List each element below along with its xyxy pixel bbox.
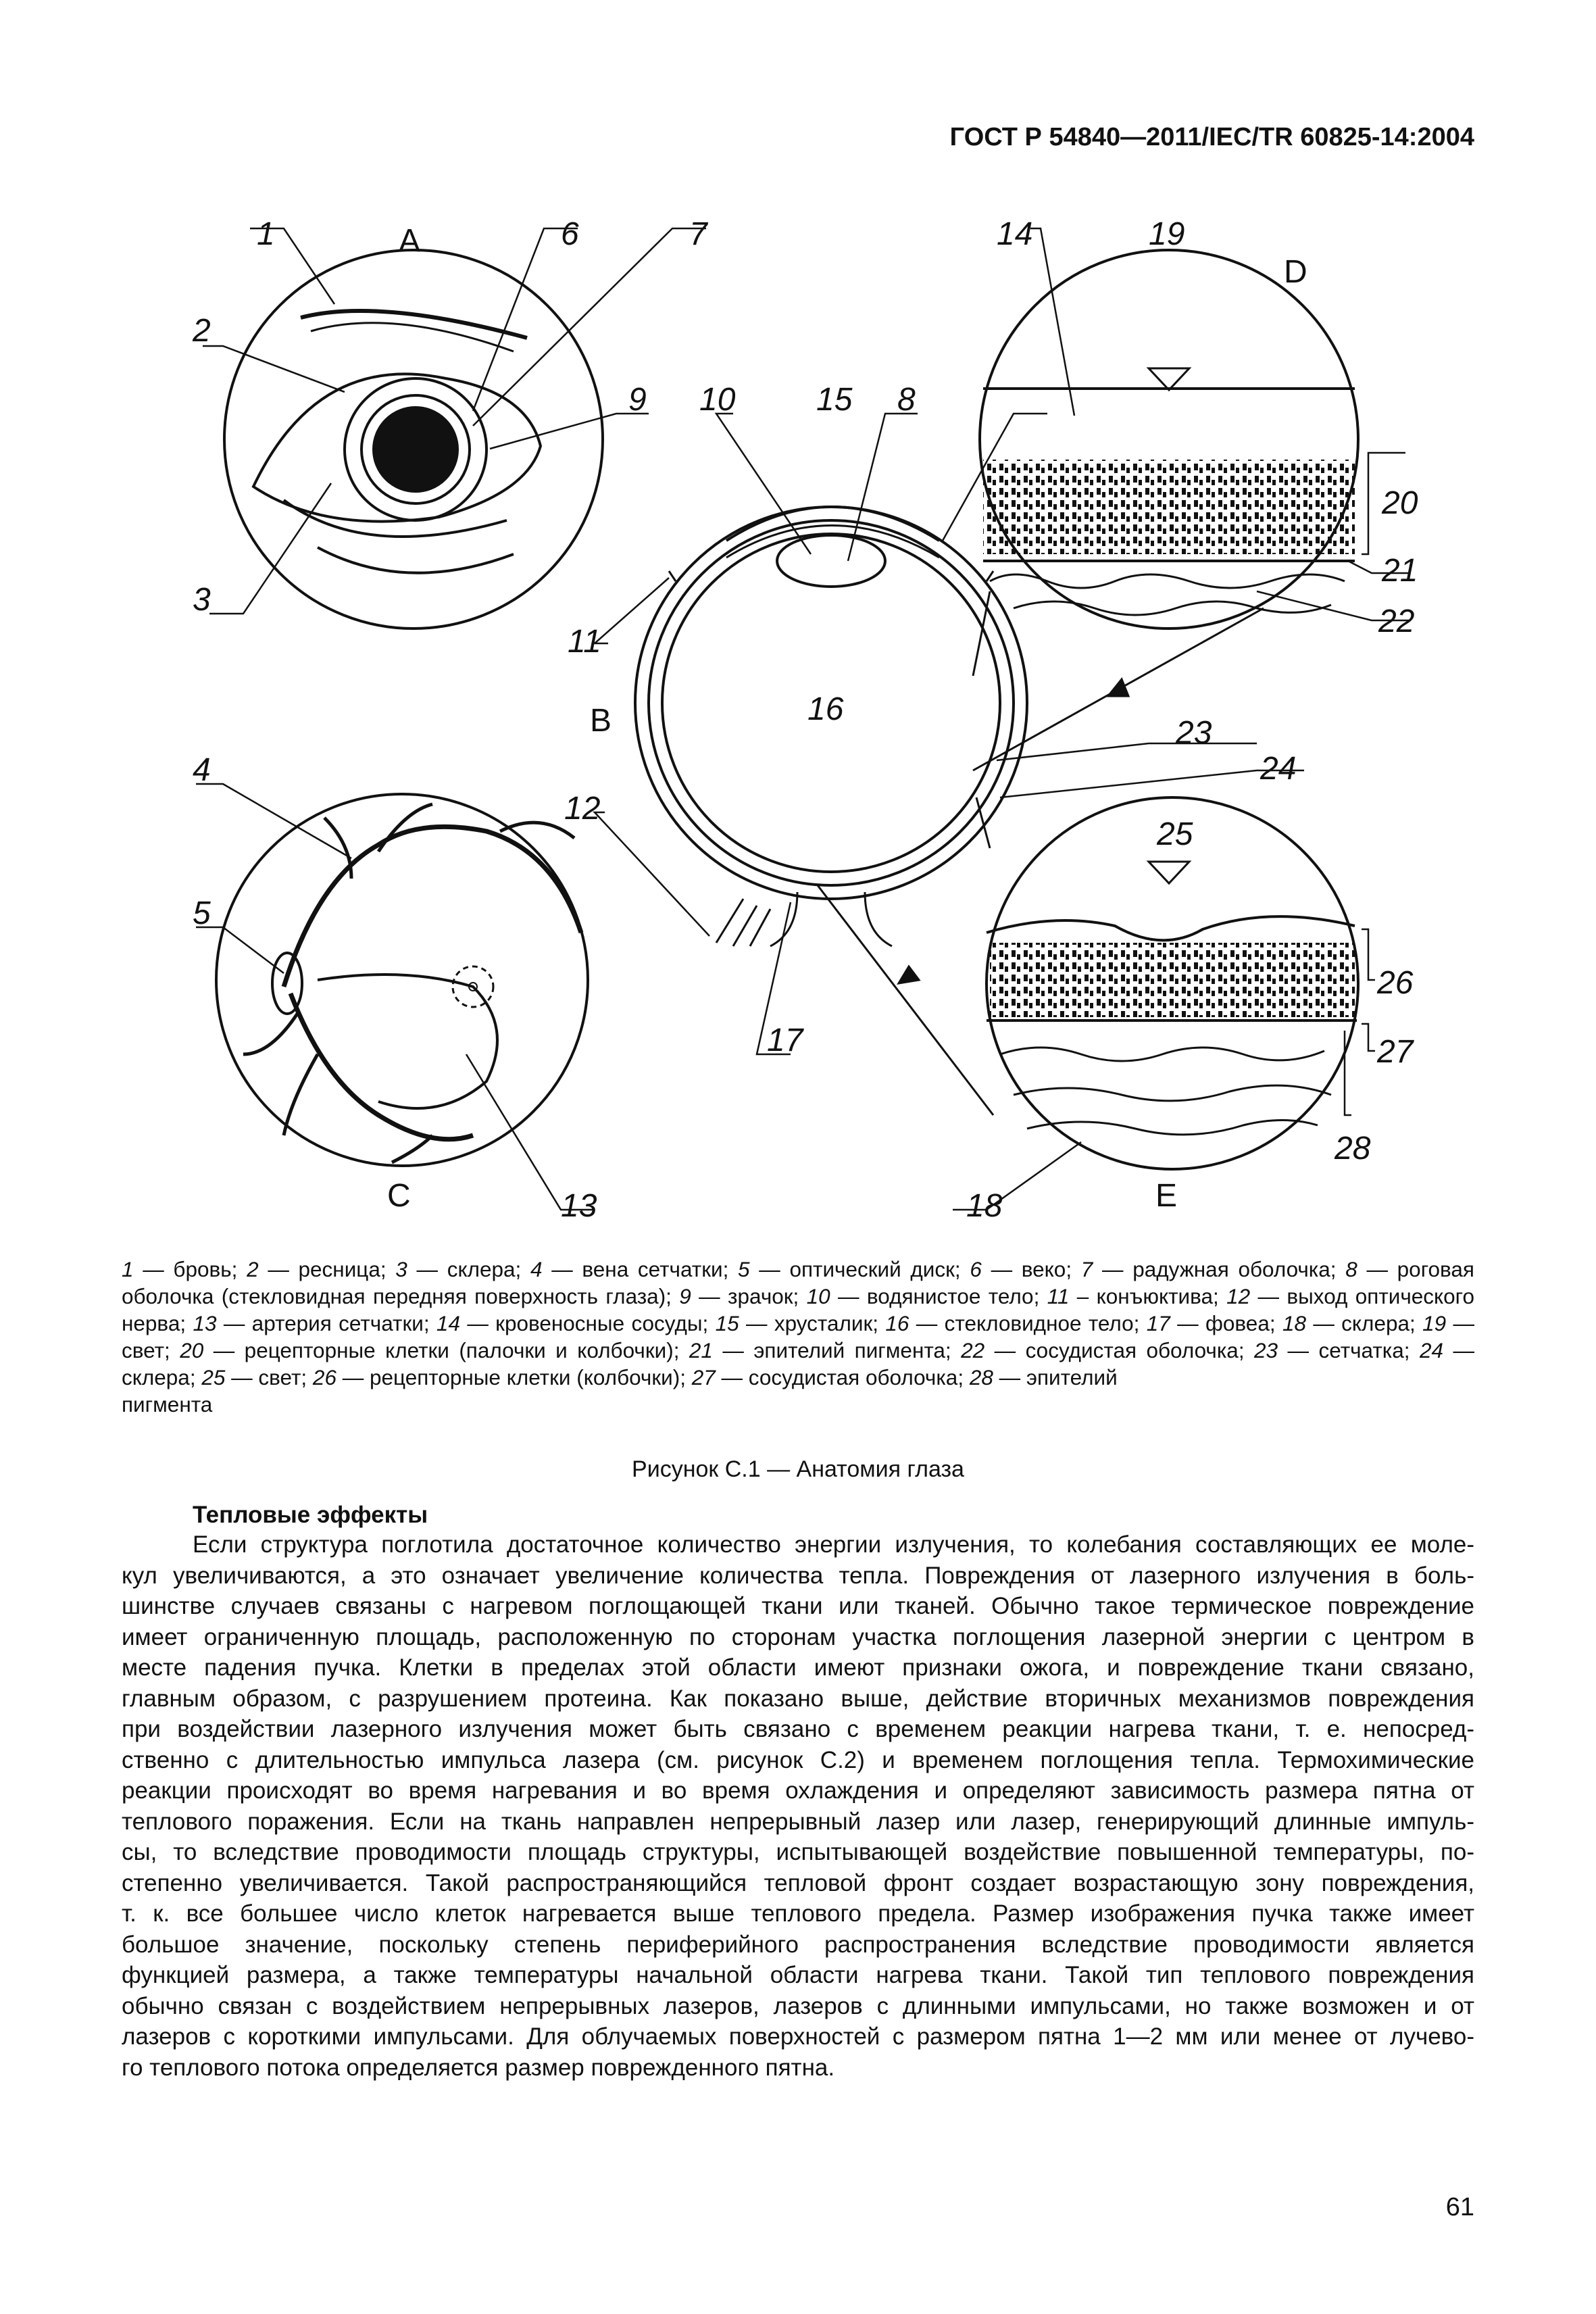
legend-num-9: 9 (679, 1284, 691, 1308)
legend-num-11: 11 (1047, 1284, 1070, 1308)
legend-num-10: 10 (806, 1284, 830, 1308)
legend-text-19: — свет; (122, 1311, 1474, 1362)
figure-legend (122, 1256, 1474, 1418)
label-12: 12 (564, 791, 601, 827)
legend-num-19: 19 (1422, 1311, 1447, 1335)
body-line: степенно увеличивается. Такой распространяющийся тепловой фронт создает возрастающую зону повреждения, (122, 1869, 1474, 1896)
legend-num-12: 12 (1226, 1284, 1251, 1308)
legend-text-23: — сетчатка; (1278, 1338, 1420, 1362)
legend-num-22: 22 (961, 1338, 985, 1362)
legend-text-5: — оптический диск; (749, 1257, 970, 1281)
legend-num-1: 1 (122, 1257, 134, 1281)
legend-text-9: — зрачок; (691, 1284, 807, 1308)
label-C: C (387, 1178, 411, 1214)
legend-text-26: — рецепторные клетки (колбочки); (336, 1365, 692, 1389)
body-line: теплового поражения. Если на ткань направлен непрерывный лазер или лазер, генерирующий длинные импуль- (122, 1808, 1474, 1835)
body-line: главным образом, с разрушением протеина. Как показано выше, действие вторичных механизмов повреждения (122, 1685, 1474, 1712)
body-line: кул увеличиваются, а это означает увеличение количества тепла. Повреждения от лазерного излучения в боль- (122, 1562, 1474, 1589)
legend-tail: пигмента (122, 1392, 213, 1417)
legend-num-23: 23 (1254, 1338, 1278, 1362)
legend-num-14: 14 (436, 1311, 460, 1335)
legend-text-4: — вена сетчатки; (542, 1257, 739, 1281)
legend-text-18: — склера; (1305, 1311, 1423, 1335)
legend-text-13: — артерия сетчатки; (216, 1311, 437, 1335)
legend-num-17: 17 (1146, 1311, 1170, 1335)
body-line: сы, то вследствие проводимости площадь структуры, испытывающей воздействие повышенной температуры, по- (122, 1839, 1474, 1865)
label-11: 11 (568, 624, 601, 660)
body-line: месте падения пучка. Клетки в пределах этой области имеют признаки ожога, и повреждение ткани связано, (122, 1654, 1474, 1681)
body-line: лазеров с короткими импульсами. Для облучаемых поверхностей с размером пятна 1—2 мм или менее от лучево- (122, 2023, 1474, 2050)
legend-text-6: — веко; (981, 1257, 1081, 1281)
body-line: т. к. все большее число клеток нагревается выше теплового предела. Размер изображения пучка также имеет (122, 1900, 1474, 1927)
fovea-layers-drawing (987, 797, 1358, 1169)
fundus-drawing (216, 794, 588, 1166)
document-code: ГОСТ Р 54840—2011/IEC/TR 60825-14:2004 (949, 123, 1474, 151)
label-6: 6 (561, 216, 579, 252)
legend-num-27: 27 (691, 1365, 716, 1389)
body-line: обычно связан с воздействием непрерывных лазеров, лазеров с длинными импульсами, но также возможен и от (122, 1992, 1474, 2019)
label-8: 8 (897, 382, 916, 418)
body-line: при воздействии лазерного излучения может быть связано с временем реакции нагрева ткани, т. е. непосред- (122, 1716, 1474, 1742)
label-14: 14 (997, 216, 1033, 252)
label-B: B (590, 703, 612, 739)
body-line: шинстве случаев связаны с нагревом поглощающей ткани или тканей. Обычно такое термическое повреждение (122, 1593, 1474, 1619)
legend-num-18: 18 (1282, 1311, 1306, 1335)
legend-text-22: — сосудистая оболочка; (984, 1338, 1255, 1362)
legend-text-28: — эпителий (993, 1365, 1118, 1389)
label-28: 28 (1335, 1131, 1371, 1166)
legend-text-8: — роговая оболочка (стекловидная передняя поверхность глаза); (122, 1257, 1474, 1308)
retina-layers-drawing (980, 250, 1358, 629)
label-24: 24 (1260, 751, 1297, 787)
legend-num-4: 4 (530, 1257, 543, 1281)
legend-text-1: — бровь; (133, 1257, 247, 1281)
label-10: 10 (699, 382, 736, 418)
label-15: 15 (816, 382, 853, 418)
legend-text-14: — кровеносные сосуды; (459, 1311, 716, 1335)
label-25: 25 (1157, 816, 1193, 852)
label-E: E (1155, 1178, 1178, 1214)
legend-text-21: — эпителий пигмента; (712, 1338, 962, 1362)
legend-text-27: — сосудистая оболочка; (715, 1365, 970, 1389)
legend-text-10: — водянистое тело; (830, 1284, 1047, 1308)
legend-num-28: 28 (969, 1365, 993, 1389)
legend-num-3: 3 (395, 1257, 407, 1281)
body-text (122, 1529, 1474, 2083)
label-5: 5 (193, 895, 211, 931)
label-7: 7 (689, 216, 707, 252)
label-23: 23 (1176, 715, 1212, 751)
label-17: 17 (767, 1023, 803, 1058)
label-20: 20 (1382, 485, 1418, 521)
legend-text-11: – конъюктива; (1069, 1284, 1227, 1308)
label-2: 2 (193, 313, 211, 349)
label-16: 16 (807, 691, 844, 727)
legend-text-25: — свет; (225, 1365, 313, 1389)
legend-num-21: 21 (689, 1338, 713, 1362)
legend-num-8: 8 (1345, 1257, 1357, 1281)
label-D: D (1284, 254, 1307, 290)
figure-caption: Рисунок С.1 — Анатомия глаза (632, 1456, 964, 1482)
body-line: имеет ограниченную площадь, расположенную по сторонам участка поглощения лазерной энергии с центром в (122, 1623, 1474, 1650)
label-19: 19 (1149, 216, 1185, 252)
label-26: 26 (1377, 965, 1414, 1001)
label-1: 1 (257, 216, 275, 252)
page-number: 61 (1445, 2193, 1474, 2221)
body-line: большое значение, поскольку степень периферийного распространения вследствие проводимости является (122, 1931, 1474, 1958)
body-line: реакции происходят во время нагревания и во время охлаждения и определяют зависимость размера пятна от (122, 1777, 1474, 1804)
legend-text-17: — фовеа; (1170, 1311, 1282, 1335)
legend-num-5: 5 (738, 1257, 750, 1281)
legend-num-16: 16 (885, 1311, 909, 1335)
legend-text-7: — радужная оболочка; (1093, 1257, 1346, 1281)
body-line: ственно с длительностью импульса лазера (см. рисунок С.2) и временем поглощения тепла. Термохимические (122, 1746, 1474, 1773)
figure-labels (192, 216, 1418, 1224)
legend-num-7: 7 (1080, 1257, 1093, 1281)
label-21: 21 (1382, 553, 1418, 589)
label-4: 4 (193, 752, 211, 788)
legend-num-25: 25 (201, 1365, 226, 1389)
body-line: Если структура поглотила достаточное количество энергии излучения, то колебания составляющих ее моле- (193, 1531, 1474, 1558)
legend-text-16: — стекловидное тело; (909, 1311, 1147, 1335)
label-9: 9 (628, 382, 647, 418)
legend-num-20: 20 (180, 1338, 204, 1362)
legend-num-13: 13 (193, 1311, 217, 1335)
body-line: го теплового потока определяется размер поврежденного пятна. (122, 2054, 835, 2081)
eye-anatomy-figure (0, 203, 1596, 1257)
legend-num-26: 26 (312, 1365, 336, 1389)
label-22: 22 (1378, 604, 1415, 639)
label-A: A (399, 223, 421, 259)
legend-text-20: — рецепторные клетки (палочки и колбочки); (203, 1338, 689, 1362)
section-title: Тепловые эффекты (193, 1502, 428, 1528)
label-27: 27 (1377, 1034, 1414, 1070)
label-3: 3 (193, 582, 211, 618)
legend-text-3: — склера; (407, 1257, 530, 1281)
legend-num-6: 6 (970, 1257, 982, 1281)
body-line: функцией размера, а также температуры начальной области нагрева ткани. Такой тип теплового повреждения (122, 1962, 1474, 1988)
legend-text-12: — выход оптического нерва; (122, 1284, 1475, 1335)
legend-num-15: 15 (715, 1311, 739, 1335)
legend-num-2: 2 (247, 1257, 259, 1281)
legend-text-2: — ресница; (258, 1257, 396, 1281)
label-13: 13 (561, 1188, 597, 1224)
legend-text-24: — склера; (122, 1338, 1474, 1389)
label-18: 18 (966, 1188, 1003, 1224)
legend-num-24: 24 (1419, 1338, 1444, 1362)
legend-text-15: — хрусталик; (739, 1311, 886, 1335)
